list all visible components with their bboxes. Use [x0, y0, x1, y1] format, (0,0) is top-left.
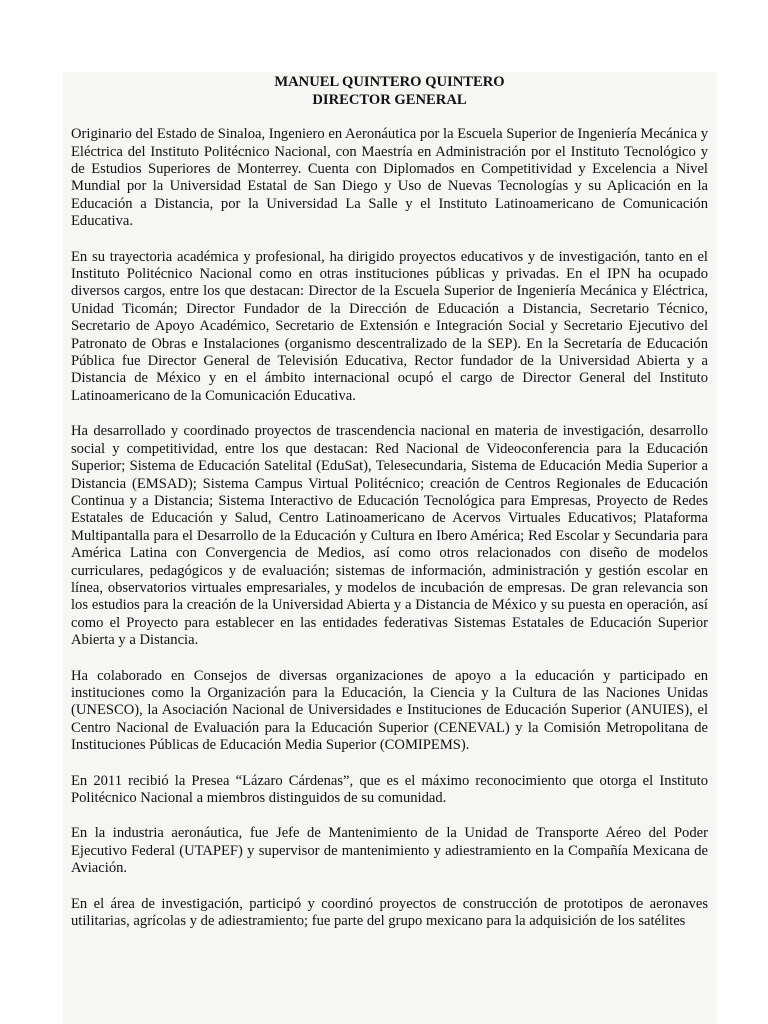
document-content [71, 72, 708, 930]
person-name: MANUEL QUINTERO QUINTERO [274, 74, 505, 90]
person-position: DIRECTOR GENERAL [312, 91, 467, 108]
document-page [63, 72, 717, 1024]
paragraph-origin: Originario del Estado de Sinaloa, Ingeniero en Aeronáutica por la Escuela Superior de Ingeniería Mecánica y Eléctrica del Instituto Politécnico Nacional, con Maestría en Administración por el Instituto Tecnológico y de Estudios Superiores de Monterrey. Cuenta con Diplomados en Competitividad y Excelencia a Nivel Mundial por la Universidad Estatal de San Diego y Uso de Nuevas Tecnologías y su Aplicación en la Educación a Distancia, por la Universidad La Salle y el Instituto Latinoamericano de Comunicación Educativa. [71, 126, 709, 230]
paragraph-career: En su trayectoria académica y profesional, ha dirigido proyectos educativos y de investigación, tanto en el Instituto Politécnico Nacional como en otras instituciones públicas y privadas. En el IPN ha ocupado diversos cargos, entre los que destacan: Director de la Escuela Superior de Ingeniería Mecánica y Eléctrica, Unidad Ticomán; Director Fundador de la Dirección de Educación a Distancia, Secretario Técnico, Secretario de Apoyo Académico, Secretario de Extensión e Integración Social y Secretario Ejecutivo del Patronato de Obras e Instalaciones (organismo descentralizado de la SEP). En la Secretaría de Educación Pública fue Director General de Televisión Educativa, Rector fundador de la Universidad Abierta y a Distancia de México y en el ámbito internacional ocupó el cargo de Director General del Instituto Latinoamericano de la Comunicación Educativa. [71, 248, 708, 404]
paragraph-award: En 2011 recibió la Presea “Lázaro Cárdenas”, que es el máximo reconocimiento que otorga el Instituto Politécnico Nacional a miembros distinguidos de su comunidad. [71, 772, 708, 806]
document-heading [71, 74, 708, 109]
paragraph-aeronautics: En la industria aeronáutica, fue Jefe de Mantenimiento de la Unidad de Transporte Aéreo del Poder Ejecutivo Federal (UTAPEF) y supervisor de mantenimiento y adiestramiento en la Compañía Mexicana de Aviación. [71, 825, 708, 877]
paragraph-research: En el área de investigación, participó y coordinó proyectos de construcción de prototipos de aeronaves utilitarias, agrícolas y de adiestramiento; fue parte del grupo mexicano para la adquisición de los satélites [71, 895, 708, 930]
paragraph-projects: Ha desarrollado y coordinado proyectos de trascendencia nacional en materia de investigación, desarrollo social y competitividad, entre los que destacan: Red Nacional de Videoconferencia para la Educación Superior; Sistema de Educación Satelital (EduSat), Telesecundaria, Sistema de Educación Media Superior a Distancia (EMSAD); Sistema Campus Virtual Politécnico; creación de Centros Regionales de Educación Continua y a Distancia; Sistema Interactivo de Educación Tecnológica para Empresas, Proyecto de Redes Estatales de Educación y Salud, Centro Latinoamericano de Acervos Virtuales Educativos; Plataforma Multipantalla para el Desarrollo de la Educación y Cultura en Ibero América; Red Escolar y Secundaria para América Latina con Convergencia de Medios, así como otros relacionados con diseño de modelos curriculares, pedagógicos y de evaluación; sistemas de información, administración y gestión escolar en línea, observatorios virtuales empresariales, y modelos de incubación de empresas. De gran relevancia son los estudios para la creación de la Universidad Abierta y a Distancia de México y su puesta en operación, así como el Proyecto para establecer en las entidades federativas Sistemas Estatales de Educación Superior Abierta y a Distancia. [71, 423, 708, 649]
paragraph-councils: Ha colaborado en Consejos de diversas organizaciones de apoyo a la educación y participado en instituciones como la Organización para la Educación, la Ciencia y la Cultura de las Naciones Unidas (UNESCO), la Asociación Nacional de Universidades e Instituciones de Educación Superior (ANUIES), el Centro Nacional de Evaluación para la Educación Superior (CENEVAL) y la Comisión Metropolitana de Instituciones Públicas de Educación Media Superior (COMIPEMS). [71, 667, 708, 754]
